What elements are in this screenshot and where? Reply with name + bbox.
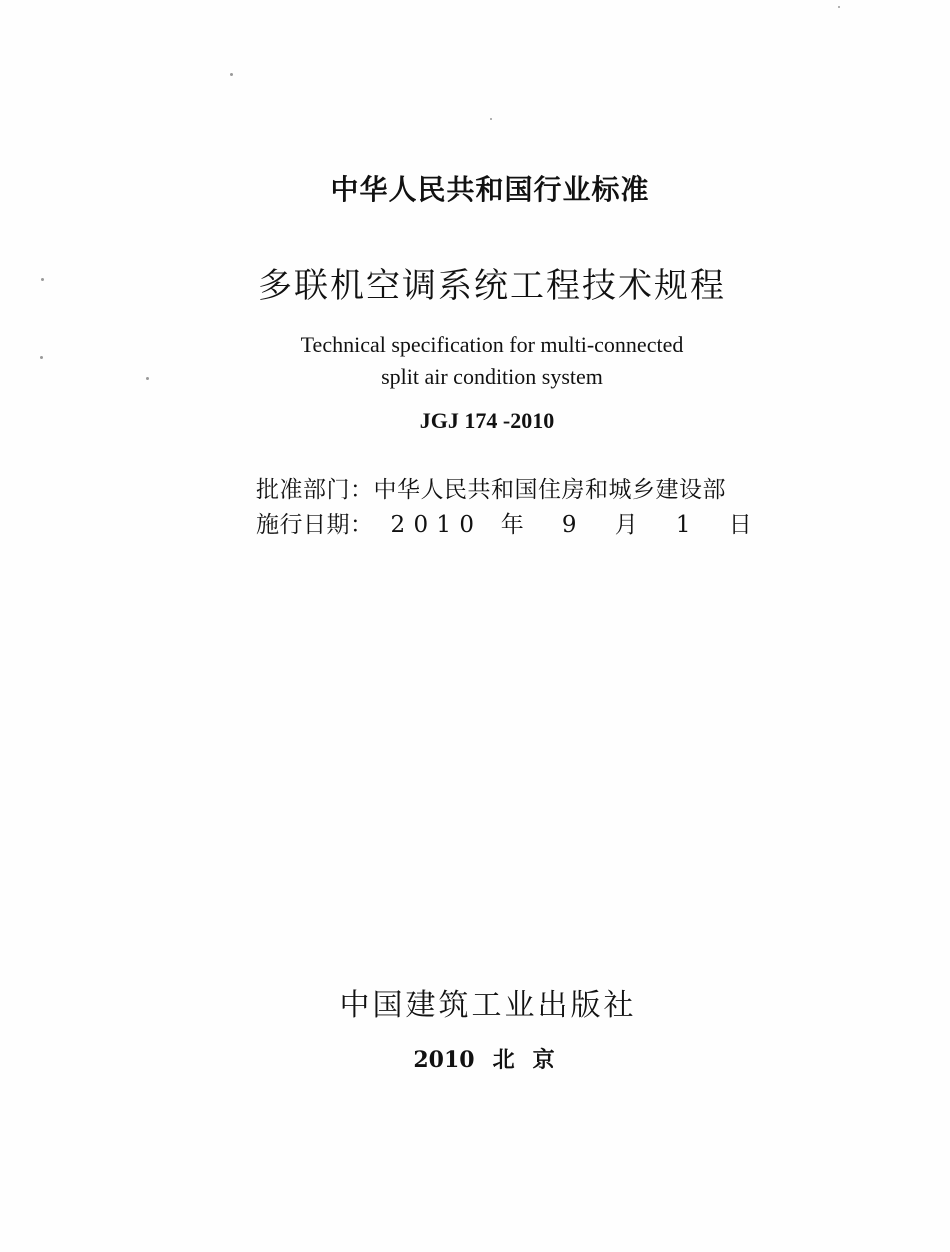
approval-value: 中华人民共和国住房和城乡建设部: [373, 477, 726, 503]
imprint-city: 北京: [492, 1047, 573, 1073]
effective-year-unit: 年: [500, 512, 525, 538]
document-title-cn: 多联机空调系统工程技术规程: [258, 266, 726, 306]
standard-code: JGJ 174 -2010: [419, 408, 555, 433]
scan-speck: [490, 118, 492, 120]
imprint: [0, 1043, 950, 1074]
effective-date-row: [256, 506, 762, 539]
effective-date-label: 施行日期：: [256, 512, 374, 538]
approval-row: [256, 471, 726, 504]
standard-category: 中华人民共和国行业标准: [330, 173, 650, 206]
effective-date-value: [374, 512, 762, 538]
effective-day-unit: 日: [728, 512, 753, 538]
effective-month-unit: 月: [614, 512, 639, 538]
effective-day: 1: [675, 512, 692, 538]
imprint-year: 2010: [413, 1047, 475, 1073]
effective-month: 9: [561, 512, 578, 538]
document-title-en-line2: split air condition system: [381, 364, 603, 389]
scan-speck: [230, 73, 233, 76]
approval-label: 批准部门：: [256, 477, 374, 503]
effective-year: 2 0 1 0: [390, 512, 475, 538]
document-title-en-line1: Technical specification for multi-connected: [300, 332, 684, 357]
publisher-name: 中国建筑工业出版社: [339, 988, 637, 1023]
scan-speck: [838, 6, 840, 8]
